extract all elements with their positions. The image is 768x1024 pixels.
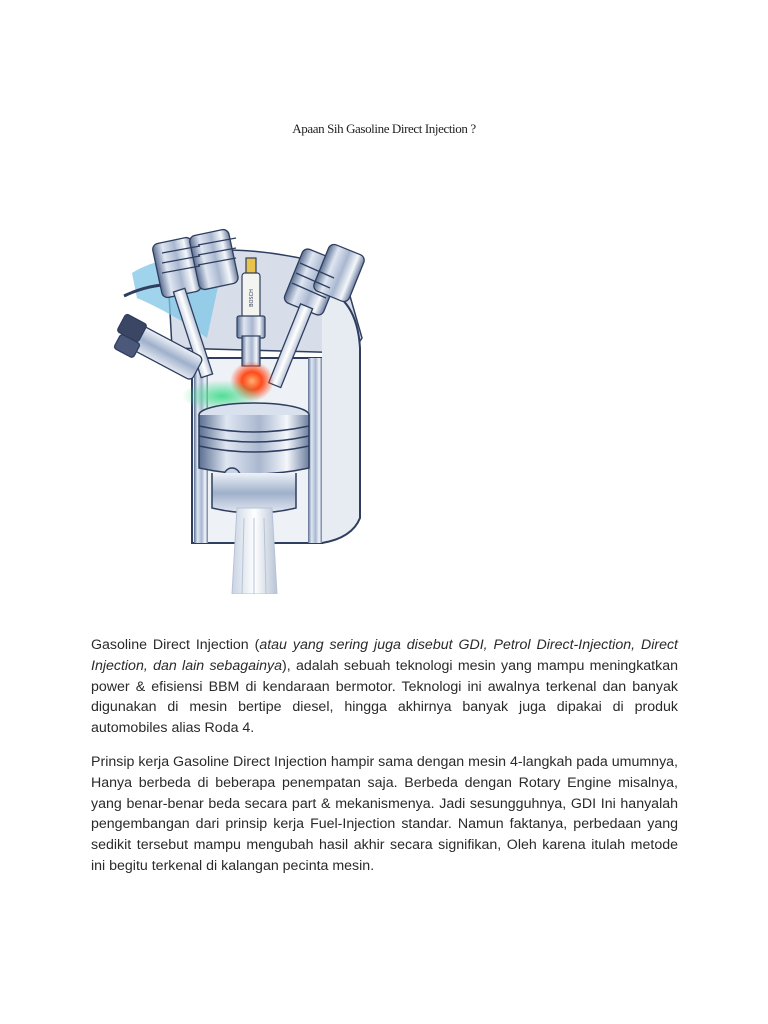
paragraph-intro-lead: Gasoline Direct Injection ( — [91, 637, 260, 653]
paragraph-intro-rest: ), adalah sebuah teknologi mesin yang mampu meningkatkan power & efisiensi BBM di kendaraan bermotor. Teknologi ini awalnya terkenal dan banyak digunakan di mesin bertipe diesel, hingga akhirnya banyak juga dipakai di produk automobiles alias Roda 4. — [91, 657, 678, 737]
paragraph-principle: Prinsip kerja Gasoline Direct Injection hampir sama dengan mesin 4-langkah pada umumnya, Hanya berbeda di beberapa penempatan saja. Berbeda dengan Rotary Engine misalnya, yang benar-benar beda secara part & mekanismenya. Jadi sesungguhnya, GDI Ini hanyalah pengembangan dari prinsip kerja Fuel-Injection standar. Namun faktanya, perbedaan yang sedikit tersebut mampu mengubah hasil akhir secara signifikan, Oleh karena itulah metode ini begitu terkenal di kalangan pecinta mesin. — [91, 754, 678, 874]
gdi-engine-cutaway-icon — [112, 218, 370, 594]
document-title: Apaan Sih Gasoline Direct Injection ? — [292, 121, 476, 136]
paragraph-intro-italic: atau yang sering juga disebut GDI, Petrol Direct-Injection, Direct Injection, dan lain sebagainya — [91, 637, 678, 674]
svg-text:BOSCH: BOSCH — [249, 289, 255, 307]
engine-illustration — [112, 218, 370, 594]
paragraph-intro — [91, 635, 678, 739]
